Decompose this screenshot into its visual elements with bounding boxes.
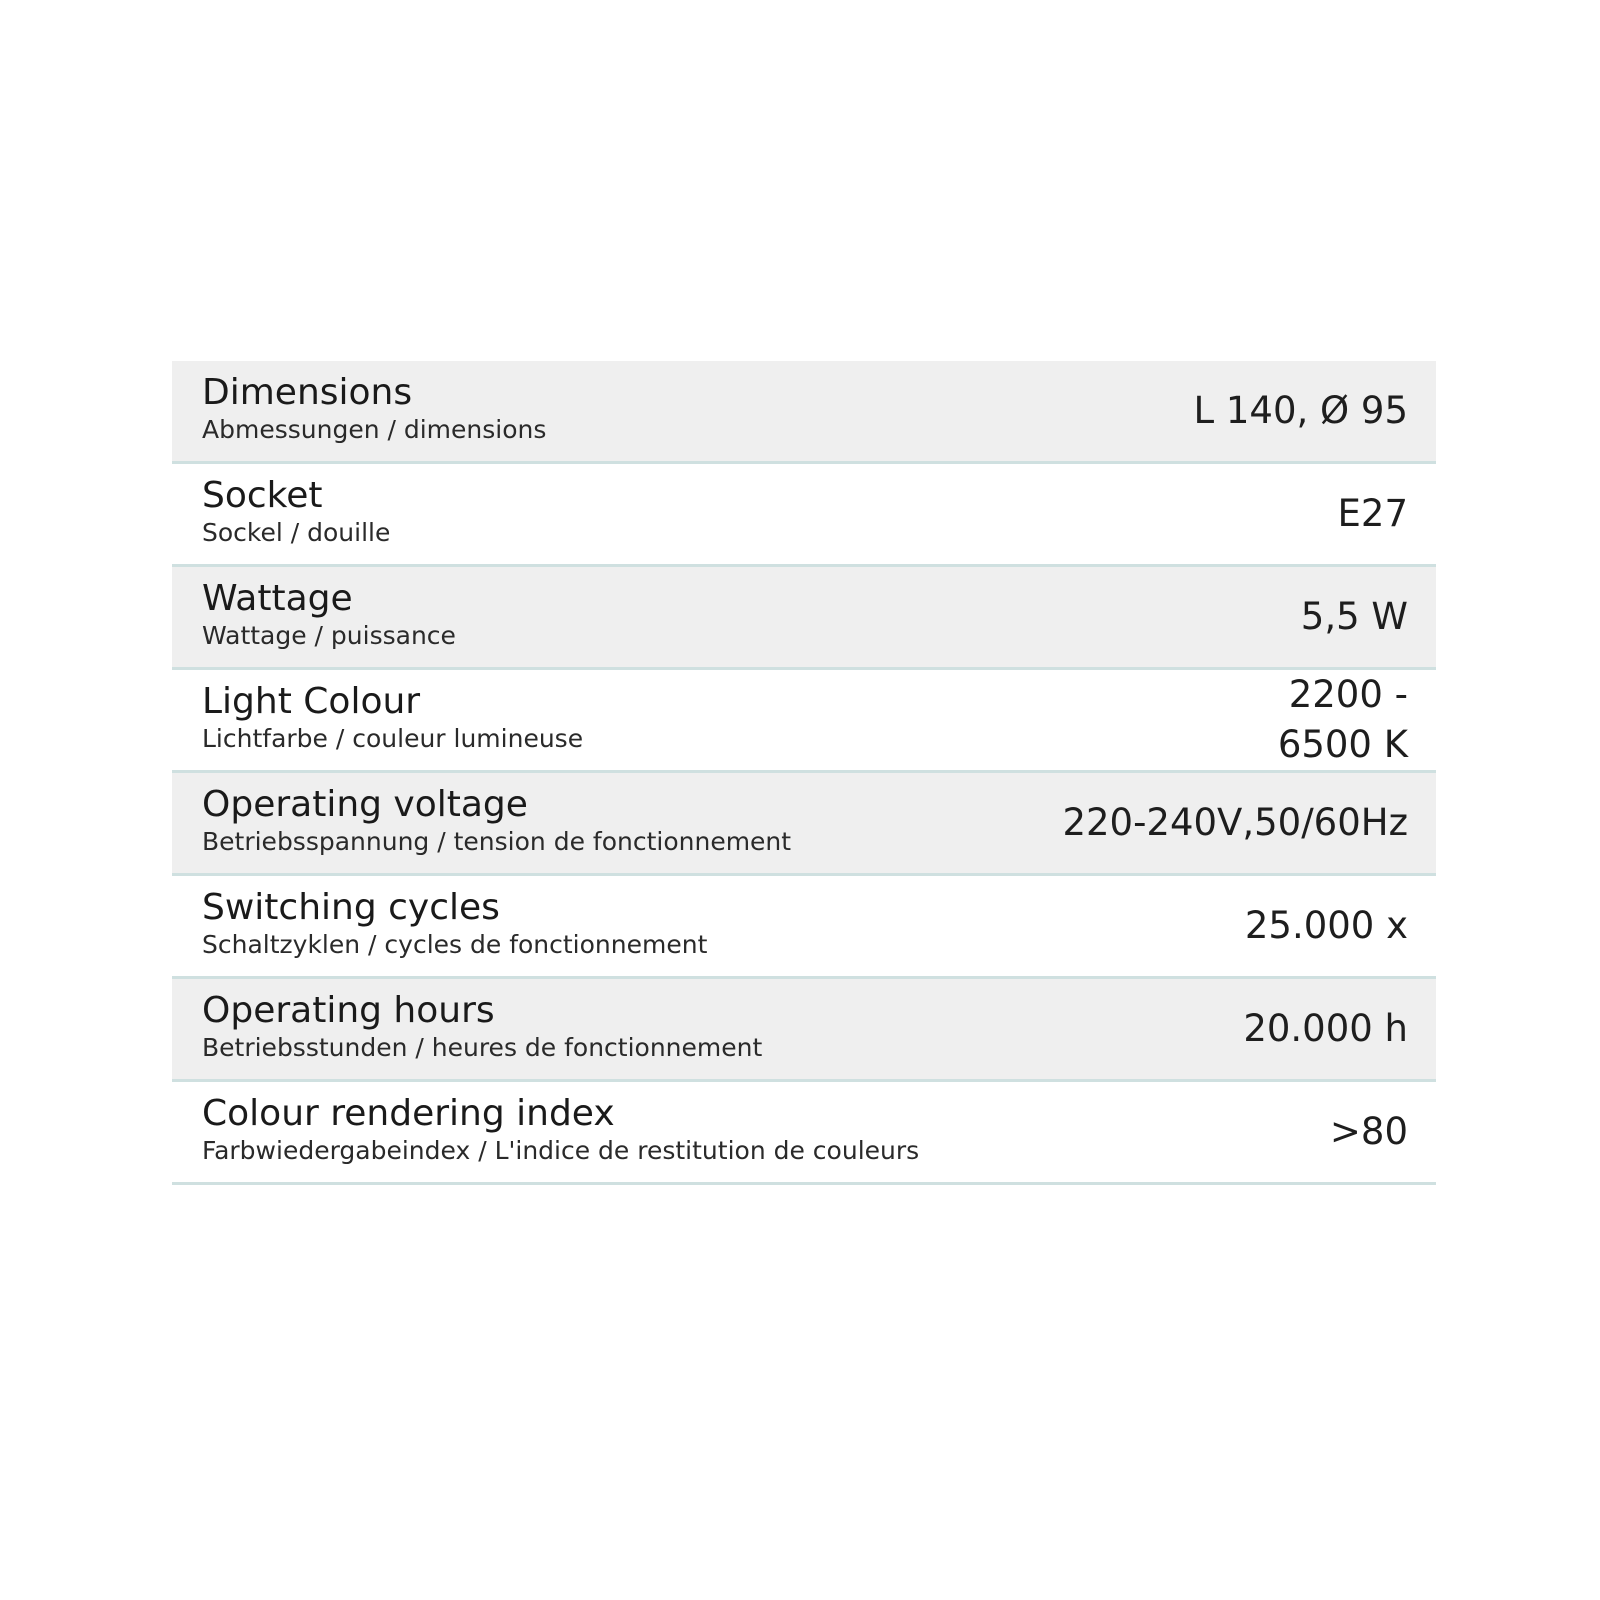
spec-row-operating-hours	[172, 979, 1436, 1082]
spec-sublabel: Lichtfarbe / couleur lumineuse	[202, 724, 584, 753]
spec-value: 220-240V,50/60Hz	[1062, 801, 1408, 844]
spec-label: Colour rendering index	[202, 1093, 615, 1134]
spec-label-block	[202, 474, 390, 548]
spec-sublabel: Abmessungen / dimensions	[202, 415, 547, 444]
spec-sublabel: Wattage / puissance	[202, 621, 456, 650]
spec-value: E27	[1337, 492, 1408, 535]
spec-value: 25.000 x	[1244, 904, 1408, 947]
spec-sublabel: Betriebsspannung / tension de fonctionnement	[202, 827, 792, 856]
spec-label: Operating voltage	[202, 784, 528, 825]
spec-label: Socket	[202, 475, 323, 516]
spec-row-switching-cycles	[172, 876, 1436, 979]
spec-label: Light Colour	[202, 681, 421, 722]
spec-table	[172, 361, 1436, 1185]
spec-label: Wattage	[202, 578, 353, 619]
spec-sublabel: Schaltzyklen / cycles de fonctionnement	[202, 930, 708, 959]
spec-label-block	[202, 989, 762, 1063]
spec-row-light-colour	[172, 670, 1436, 773]
spec-label-block	[202, 371, 546, 445]
spec-label-block	[202, 577, 456, 651]
spec-value: >80	[1329, 1110, 1408, 1153]
spec-label-block	[202, 680, 583, 754]
spec-label: Operating hours	[202, 990, 495, 1031]
spec-row-colour-rendering-index	[172, 1082, 1436, 1185]
spec-sublabel: Betriebsstunden / heures de fonctionnement	[202, 1033, 763, 1062]
spec-value: L 140, Ø 95	[1193, 389, 1408, 432]
spec-row-dimensions	[172, 361, 1436, 464]
spec-row-wattage	[172, 567, 1436, 670]
spec-label-block	[202, 886, 707, 960]
spec-value: 20.000 h	[1243, 1007, 1408, 1050]
spec-label-block	[202, 783, 791, 857]
spec-row-socket	[172, 464, 1436, 567]
spec-label: Switching cycles	[202, 887, 500, 928]
spec-value: 2200 - 6500 K	[1277, 673, 1408, 766]
spec-value: 5,5 W	[1300, 595, 1408, 638]
spec-sublabel: Farbwiedergabeindex / L'indice de restitution de couleurs	[202, 1136, 920, 1165]
spec-label: Dimensions	[202, 372, 413, 413]
spec-label-block	[202, 1092, 919, 1166]
spec-sublabel: Sockel / douille	[202, 518, 391, 547]
spec-row-operating-voltage	[172, 773, 1436, 876]
